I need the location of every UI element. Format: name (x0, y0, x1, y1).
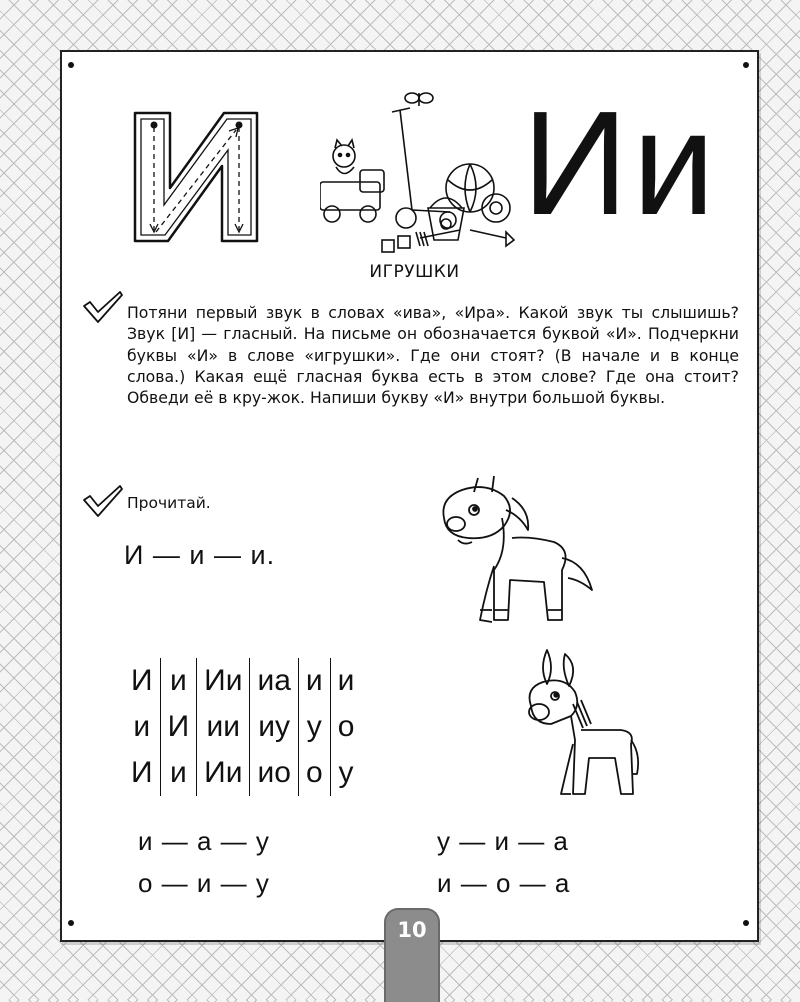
syllable-cell: Ии (197, 750, 250, 796)
table-row (124, 658, 361, 704)
donkey-illustration (517, 644, 642, 804)
table-row (124, 704, 361, 750)
sequence-left-2: о — и — у (138, 868, 270, 898)
syllable-cell: и (160, 750, 197, 796)
syllable-cell: иу (250, 704, 298, 750)
picture-caption: ИГРУШКИ (369, 262, 460, 282)
syllable-cell: у (298, 704, 330, 750)
pin-top-left (68, 62, 74, 68)
syllable-cell: ио (250, 750, 298, 796)
syllable-cell: и (133, 710, 151, 743)
pin-bottom-right (743, 920, 749, 926)
sequence-left-1: и — а — у (138, 826, 270, 856)
sequence-right-2: и — о — а (437, 868, 571, 898)
pony-illustration (434, 470, 594, 640)
syllable-cell: и (298, 658, 330, 704)
page-number: 10 (397, 918, 427, 942)
dotted-letter-outline (132, 110, 262, 244)
read-line: И — и — и. (124, 540, 276, 570)
syllable-cell: И (131, 756, 153, 789)
syllable-cell: ии (197, 704, 250, 750)
task1-instructions: Потяни первый звук в словах «ива», «Ира». Какой звук ты слышишь? Звук [И] — гласный. На письме он обозначается буквой «И». Подчеркни буквы «И» в слове «игрушки». Где они стоят? (В начале и в конце слова.) Какая ещё гласная буква есть в этом слове? Где она стоит? Обведи её в кру-жок. Напиши букву «И» внутри большой буквы. (127, 303, 739, 408)
sequence-right-1: у — и — а (437, 826, 569, 856)
syllable-cell: и (330, 658, 361, 704)
pin-top-right (743, 62, 749, 68)
checkmark-icon (82, 290, 124, 324)
pin-bottom-left (68, 920, 74, 926)
toys-illustration (320, 90, 515, 260)
syllable-table (124, 658, 361, 796)
syllable-cell: о (298, 750, 330, 796)
letter-pair: Ии (522, 81, 720, 246)
syllable-cell: И (131, 664, 153, 697)
checkmark-icon (82, 484, 124, 518)
syllable-cell: иа (250, 658, 298, 704)
task2-title: Прочитай. (127, 494, 211, 512)
syllable-cell: и (160, 658, 197, 704)
syllable-cell: у (330, 750, 361, 796)
table-row (124, 750, 361, 796)
syllable-cell: И (160, 704, 197, 750)
worksheet-page (60, 50, 759, 942)
syllable-cell: Ии (197, 658, 250, 704)
syllable-cell: о (330, 704, 361, 750)
